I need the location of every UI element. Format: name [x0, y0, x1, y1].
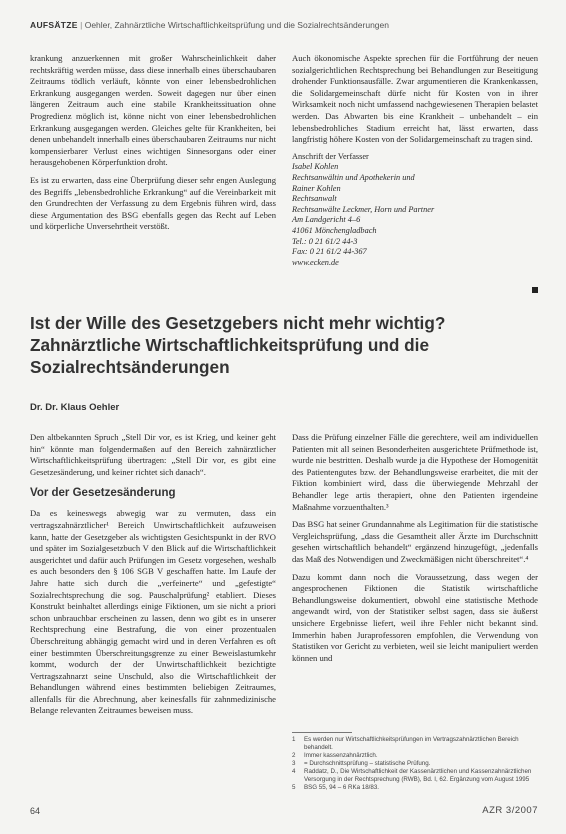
- footnote: [292, 768, 538, 784]
- footnote-number: 4: [292, 768, 296, 775]
- article-author: Dr. Dr. Klaus Oehler: [30, 402, 120, 413]
- footnote-text: BSG 55, 94 – 6 RKa 18/83.: [304, 784, 379, 791]
- footnote: [292, 752, 538, 760]
- footnote: [292, 736, 538, 752]
- section-heading: Vor der Gesetzesänderung: [30, 487, 176, 500]
- footnote: [292, 760, 538, 768]
- page-number: 64: [30, 806, 41, 816]
- footnote-number: 5: [292, 784, 296, 791]
- header-separator: |: [80, 20, 83, 30]
- bottom-right-column: [292, 432, 538, 670]
- address-line: Rainer Kohlen: [292, 183, 341, 193]
- paragraph: Es ist zu erwarten, dass eine Überprüfung dieser sehr engen Auslegung des Begriffs „lebensbedrohliche Erkrankung“ auf die Vereinbarkeit mit den Grundrechten der Verfassung zu dem Ergebnis führen wird, dass diese Argumentation des BSG ebenfalls gegen das Recht auf Leben und körperliche Unversehrtheit verstößt.: [30, 174, 276, 232]
- section-kicker: AUFSÄTZE: [30, 20, 78, 30]
- paragraph: Dazu kommt dann noch die Voraussetzung, dass wegen der angesprochenen Fiktionen die Statistik wirtschaftliche Behandlungsweise dokumentiert, obwohl eine statistische Methode angewandt wird, von der Statistiker selbst sagen, dass sie äußerst unsichere Ergebnisse liefert, weil ihre Fehler nicht bekannt sind. Immerhin haben Juraprofessoren empfohlen, die Verwendung von Statistiken vor Gericht zu verbieten, weil sie leicht manipuliert werden können und: [292, 571, 538, 663]
- paragraph: Auch ökonomische Aspekte sprechen für die Fortführung der neuen sozialgerichtlichen Rechtsprechung bei Behandlungen zur Beseitigung drohender Funktionsausfälle. Zwar argumentieren die Krankenkassen, die Solidargemeinschaft dürfe nicht für Kosten von in ihrer Wirksamkeit noch nicht umfassend nachgewiesenen Therapien belastet werden. Das Abwarten bis eine Krankheit – unbehandelt – ein lebensbedrohliches Stadium erreicht hat, lässt erwarten, dass langfristig höhere Kosten von der Solidargemeinschaft zu tragen sind.: [292, 53, 538, 145]
- footnote: [292, 784, 538, 792]
- footnote-text: Es werden nur Wirtschaftlichkeitsprüfungen im Vertragszahnärztlichen Bereich behandelt.: [304, 736, 519, 751]
- author-address: [292, 152, 538, 269]
- intro-paragraph: Den altbekannten Spruch „Stell Dir vor, es ist Krieg, und keiner geht hin“ könnte man folgendermaßen auf den Bereich zahnärztlicher Wirtschaftlichkeitsprüfung übertragen: „Stell Dir vor, es gibt eine Gesetzesänderung, und keiner richtet sich danach“.: [30, 432, 276, 477]
- bottom-left-column: [30, 432, 276, 723]
- address-line: Am Landgericht 4–6: [292, 215, 361, 225]
- footnote-text: = Durchschnittsprüfung – statistische Prüfung.: [304, 760, 431, 767]
- address-website[interactable]: www.ecken.de: [292, 257, 339, 267]
- address-line: Rechtsanwalt: [292, 194, 337, 204]
- footnote-number: 3: [292, 760, 296, 767]
- paragraph: Das BSG hat seiner Grundannahme als Legitimation für die statistische Vergleichsprüfung, „dass die Gesamtheit aller Ärzte im Durchschnitt gesehen wirtschaftlich behandelt“ ergänzend hinzugefügt, „jedenfalls das Maß des Notwendigen und Zweckmäßigen nicht überschreitet“.⁴: [292, 519, 538, 564]
- article-title: Ist der Wille des Gesetzgebers nicht mehr wichtig? Zahnärztliche Wirtschaftlichkeitsprüfung und die Sozialrechtsänderungen: [30, 313, 446, 377]
- footnote-text: Raddatz, D., Die Wirtschaftlichkeit der Kassenärztlichen und Kassenzahnärztlichen Versorgung in der Rechtsprechung (RWB), Bd. I, 62. Ergänzung vom August 1995: [304, 768, 532, 783]
- top-right-column: [292, 53, 538, 268]
- address-line: Rechtsanwältin und Apothekerin und: [292, 172, 415, 182]
- address-line: Fax: 0 21 61/2 44-367: [292, 247, 367, 257]
- footnote-rule: [292, 732, 352, 733]
- paragraph: Da es keineswegs abwegig war zu vermuten, dass ein vertragszahnärztlicher¹ Bereich Unwirtschaftlichkeit aufzuweisen kann, hatte der Gesetzgeber als wichtigsten Gesichtspunkt in der RVO und später im Sozialgesetzbuch V den Blick auf die Wirtschaftlichkeit ausgerichtet und dafür auch Prüfungen im Gesetz vorgesehen, weshalb es auch besonders den § 106 SGB V geschaffen hatte. Im Laufe der Jahre hatte sich durch die „verfeinerte“ und „gefestigte“ Sozialrechtsprechung die sog. Pauschalprüfung² etabliert. Dieses Konstrukt beinhaltet allerdings einige Fiktionen, um sie nicht a priori schon unbrauchbar erscheinen zu lassen, denn wo gibt es in unserer Rechtsprechung eine Bestrafung, die von einer prozentualen Überschreitung abhängig gemacht wird und in deren Verfahren es oft einer bestimmten Überschreitungsgrenze zu einer Beweislastumkehr kommt, wodurch der der Unwirtschaftlichkeit bezichtigte Vertragszahnarzt seine Unschuld, also die Wirtschaftlichkeit der Behandlungen während eines bestimmten beliebigen Zeitraumes, allenfalls für die Abrechnung, aber keinesfalls für zahnmedizinische Belange relevanten Zeitraumes beweisen muss.: [30, 508, 276, 716]
- address-line: Rechtsanwälte Leckmer, Horn und Partner: [292, 204, 435, 214]
- journal-issue: AZR 3/2007: [482, 805, 538, 816]
- address-line: Anschrift der Verfasser: [292, 151, 369, 161]
- address-line: Tel.: 0 21 61/2 44-3: [292, 236, 358, 246]
- footnote-text: Immer kassenzahnärztlich.: [304, 752, 378, 759]
- footnote-number: 1: [292, 736, 296, 743]
- address-line: 41061 Mönchengladbach: [292, 225, 377, 235]
- paragraph: krankung anzuerkennen mit großer Wahrscheinlichkeit daher rechtskräftig werden müsse, dass diese innerhalb eines überschaubaren Zeitraums tödlich verläuft, könnte von einer lebensbedrohlichen Erkrankung ausgegangen werden. Soweit dagegen nur über einen längeren Zeitraum auch eine stabile Krankheitssituation ohne Progredienz möglich ist, könne nicht von einer lebensbedrohlichen Erkrankung ausgegangen werden. Gleiches gelte für Krankheiten, bei denen unbehandelt innerhalb eines überschaubaren Zeitraums nur nicht kompensierbarer Verlust eines wichtigen Sinnesorgans oder einer herausgehobenen Körperfunktion droht.: [30, 53, 276, 168]
- running-title: Oehler, Zahnärztliche Wirtschaftlichkeitsprüfung und die Sozialrechtsänderungen: [84, 20, 389, 30]
- paragraph: Dass die Prüfung einzelner Fälle die gerechtere, weil am individuellen Patienten mit all seinen Besonderheiten ausgerichtete Prüfmethode ist, wurde nie bestritten. Deshalb wurde ja die Hypothese der Homogenität des Patientengutes bzw. der Behandlungsweise erarbeitet, die mit der Fiktion kombiniert wird, dass die überwiegende Mehrzahl der Behandler lege artis therapiert, ohne den Patienten irgendeine Maßnahme vorzuenthalten.³: [292, 432, 538, 512]
- article-end-mark: [532, 287, 538, 293]
- running-header: [30, 20, 540, 30]
- footnote-number: 2: [292, 752, 296, 759]
- footnotes: [292, 732, 538, 792]
- top-left-column: [30, 53, 276, 239]
- address-line: Isabel Kohlen: [292, 162, 339, 172]
